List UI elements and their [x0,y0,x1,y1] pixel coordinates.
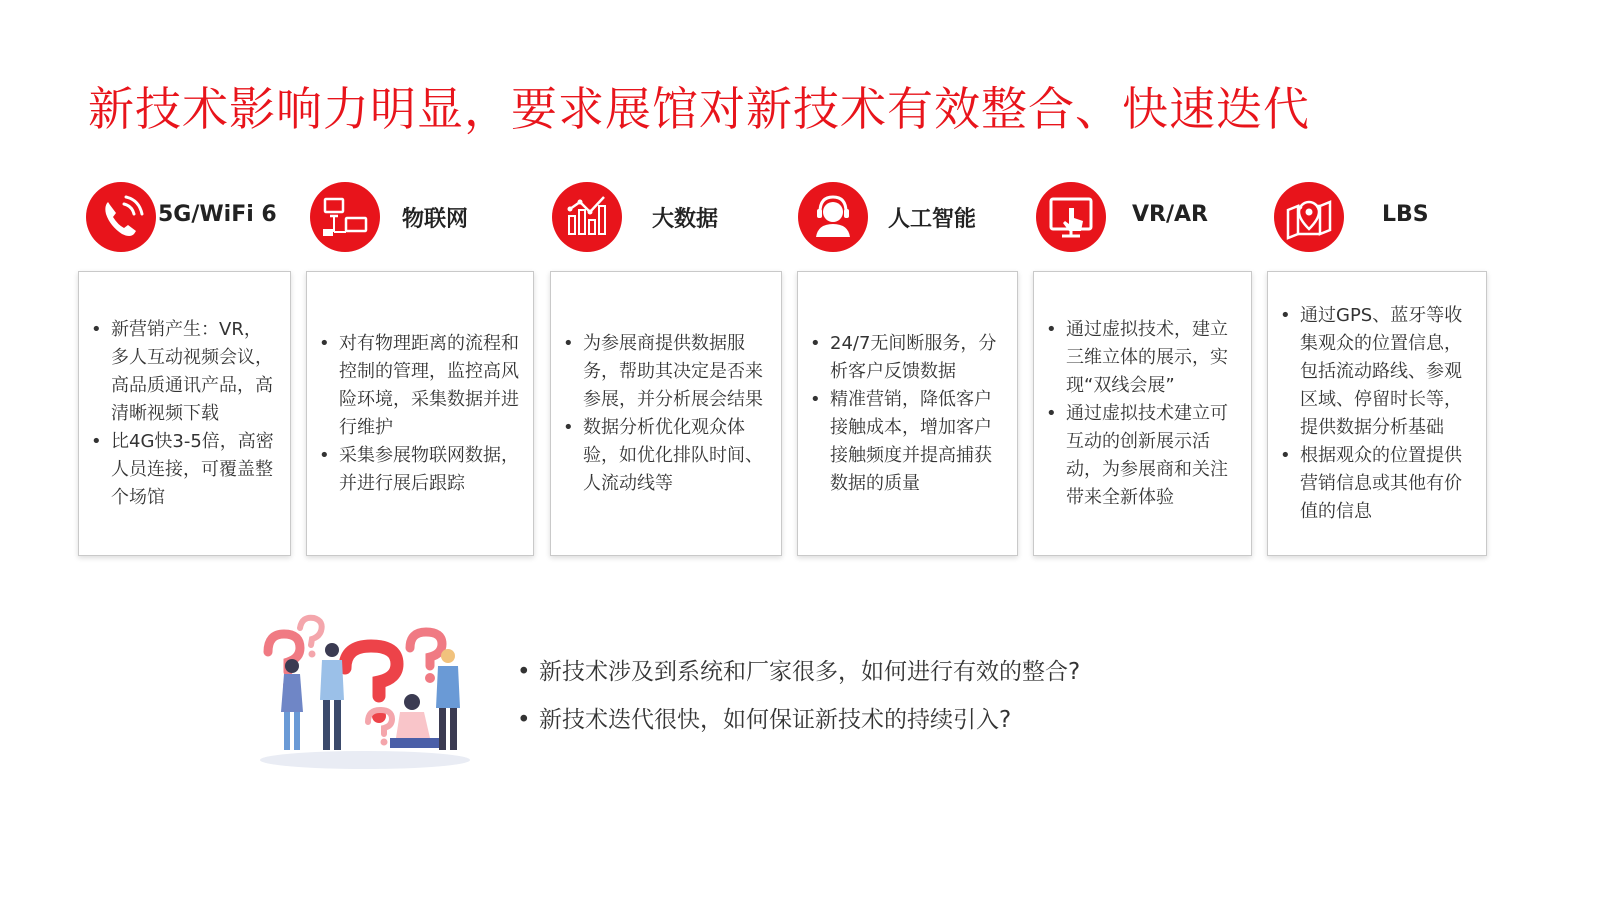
bar-chart-icon [552,182,622,252]
tech-card-iot [306,271,534,556]
card-point: • 通过虚拟技术，建立三维立体的展示，实现“双线会展” [1042,316,1233,400]
tech-header-vrar [1036,182,1262,258]
card-point: • 对有物理距离的流程和控制的管理，监控高风险环境，采集数据并进行维护 [315,330,523,442]
headset-agent-icon [798,182,868,252]
card-point: • 数据分析优化观众体验，如优化排队时间、人流动线等 [559,414,767,498]
question-item: • 新技术涉及到系统和厂家很多，如何进行有效的整合? [515,648,1080,696]
tech-header-iot [310,182,536,258]
tech-label: 大数据 [652,207,719,232]
card-point: • 为参展商提供数据服务，帮助其决定是否来参展，并分析展会结果 [559,330,767,414]
network-devices-icon [310,182,380,252]
tech-card-lbs [1267,271,1487,556]
people-question-marks-illustration [250,610,480,770]
tech-card-ai [797,271,1018,556]
card-point: • 通过GPS、蓝牙等收集观众的位置信息，包括流动路线、参观区域、停留时长等，提供数据分析基础 [1276,302,1470,442]
card-point: • 根据观众的位置提供营销信息或其他有价值的信息 [1276,442,1470,526]
tech-label: 人工智能 [888,207,977,232]
tech-card-bigdata [550,271,782,556]
map-pin-icon [1274,182,1344,252]
tech-header-5g [86,182,312,258]
touch-screen-icon [1036,182,1106,252]
card-point: • 24/7无间断服务，分析客户反馈数据 [806,330,999,386]
page-title: 新技术影响力明显，要求展馆对新技术有效整合、快速迭代 [88,81,1310,136]
card-point: • 新营销产生：VR，多人互动视频会议，高品质通讯产品，高清晰视频下载 [87,316,274,428]
tech-card-vrar [1033,271,1252,556]
tech-header-bigdata [552,182,778,258]
phone-signal-icon [86,182,156,252]
tech-label: 物联网 [402,207,469,232]
tech-card-5g [78,271,291,556]
card-point: • 采集参展物联网数据，并进行展后跟踪 [315,442,523,498]
tech-label: LBS [1382,202,1429,227]
tech-header-lbs [1274,182,1500,258]
question-item: • 新技术迭代很快，如何保证新技术的持续引入? [515,696,1080,744]
tech-header-ai [798,182,1024,258]
questions-list [515,648,1080,744]
tech-label: 5G/WiFi 6 [158,202,277,227]
card-point: • 比4G快3-5倍，高密人员连接，可覆盖整个场馆 [87,428,274,512]
card-point: • 精准营销，降低客户接触成本，增加客户接触频度并提高捕获数据的质量 [806,386,999,498]
tech-label: VR/AR [1132,202,1208,227]
card-point: • 通过虚拟技术建立可互动的创新展示活动，为参展商和关注带来全新体验 [1042,400,1233,512]
